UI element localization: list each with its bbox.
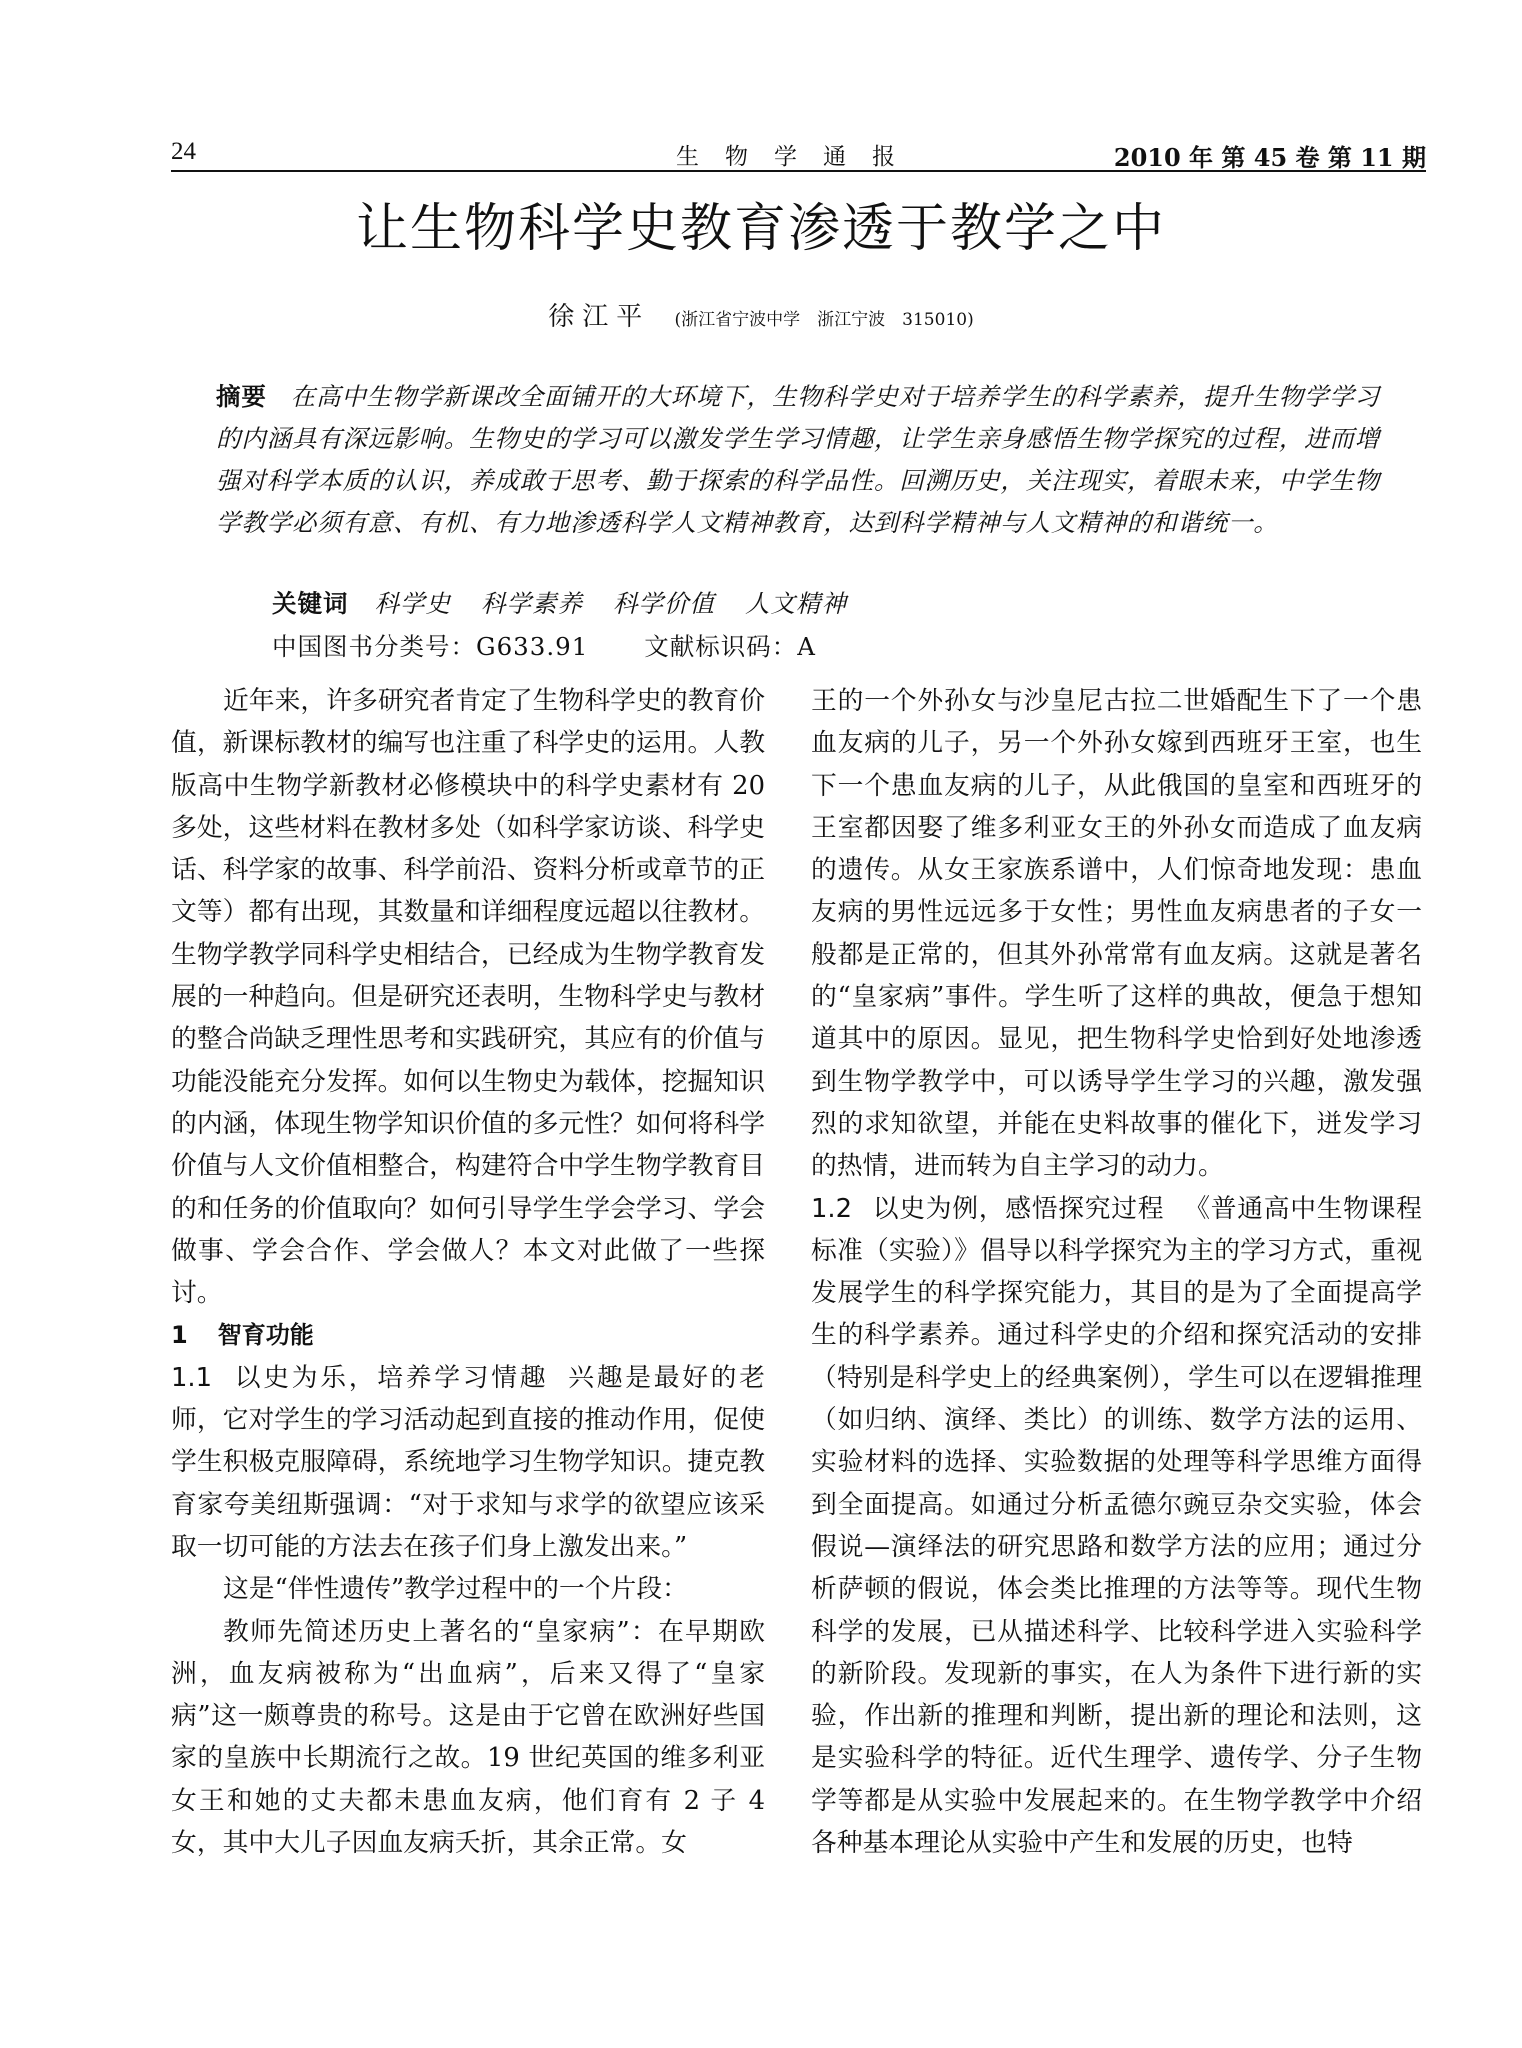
document-code: 文献标识码：A [644, 632, 816, 661]
author-line [0, 296, 1522, 333]
subsection-paragraph [811, 1188, 1422, 1865]
keywords-label: 关键词 [272, 589, 349, 618]
page-number: 24 [171, 138, 196, 165]
intro-paragraph: 近年来，许多研究者肯定了生物科学史的教育价值，新课标教材的编写也注重了科学史的运用。人教版高中生物学新教材必修模块中的科学史素材有 20 多处，这些材料在教材多处（如科学家访谈、科学史话、科学家的故事、科学前沿、资料分析或章节的正文等）都有出现，其数量和详细程度远超以往教材。生物学教学同科学史相结合，已经成为生物学教育发展的一种趋向。但是研究还表明，生物科学史与教材的整合尚缺乏理性思考和实践研究，其应有的价值与功能没能充分发挥。如何以生物史为载体，挖掘知识的内涵，体现生物学知识价值的多元性？如何将科学价值与人文价值相整合，构建符合中学生物学教育目的和任务的价值取向？如何引导学生学会学习、学会做事、学会合作、学会做人？本文对此做了一些探讨。 [171, 686, 765, 1309]
section-title: 智育功能 [217, 1321, 314, 1350]
body-paragraph: 这是“伴性遗传”教学过程中的一个片段： [223, 1574, 688, 1605]
author-affiliation: (浙江省宁波中学 浙江宁波 315010) [674, 310, 974, 330]
body-paragraph: 王的一个外孙女与沙皇尼古拉二世婚配生下了一个患血友病的儿子，另一个外孙女嫁到西班牙王室，也生下一个患血友病的儿子，从此俄国的皇室和西班牙的王室都因娶了维多利亚女王的外孙女而造成了血友病的遗传。从女王家族系谱中，人们惊奇地发现：患血友病的男性远远多于女性；男性血友病患者的子女一般都是正常的，但其外孙常常有血友病。这就是著名的“皇家病”事件。学生听了这样的典故，便急于想知道其中的原因。显见，把生物科学史恰到好处地渗透到生物学教学中，可以诱导学生学习的兴趣，激发强烈的求知欲望，并能在史料故事的催化下，迸发学习的热情，进而转为自主学习的动力。 [811, 686, 1422, 1182]
abstract-text: 在高中生物学新课改全面铺开的大环境下，生物科学史对于培养学生的科学素养，提升生物学学习的内涵具有深远影响。生物史的学习可以激发学生学习情趣，让学生亲身感悟生物学探究的过程，进而增强对科学本质的认识，养成敢于思考、勤于探索的科学品性。回溯历史，关注现实，着眼未来，中学生物学教学必须有意、有机、有力地渗透科学人文精神教育，达到科学精神与人文精神的和谐统一。 [216, 382, 1380, 537]
subsection-paragraph [171, 1357, 765, 1568]
body-paragraph: 教师先简述历史上著名的“皇家病”：在早期欧洲，血友病被称为“出血病”，后来又得了“皇家病”这一颇尊贵的称号。这是由于它曾在欧洲好些国家的皇族中长期流行之故。19 世纪英国的维多利亚女王和她的丈夫都未患血友病，他们育有 2 子 4 女，其中大儿子因血友病夭折，其余正常。女 [171, 1616, 765, 1859]
journal-name: 生物学通报 [676, 144, 921, 170]
keyword: 科学素养 [481, 589, 583, 618]
subsection-number: 1.2 [811, 1193, 853, 1224]
clc-number: 中国图书分类号：G633.91 [272, 632, 589, 661]
article-title: 让生物科学史教育渗透于教学之中 [355, 199, 1166, 259]
subsection-title: 以史为乐，培养学习情趣 [232, 1362, 549, 1393]
abstract-label: 摘要 [216, 382, 267, 411]
issue-info: 2010 年 第 45 卷 第 11 期 [1113, 143, 1426, 172]
right-column [811, 680, 1422, 1864]
subsection-text: 《普通高中生物课程标准（实验）》倡导以科学探究为主的学习方式，重视发展学生的科学探究能力，其目的是为了全面提高学生的科学素养。通过科学史的介绍和探究活动的安排（特别是科学史上的经典案例），学生可以在逻辑推理（如归纳、演绎、类比）的训练、数学方法的运用、实验材料的选择、实验数据的处理等科学思维方面得到全面提高。如通过分析孟德尔豌豆杂交实验，体会假说—演绎法的研究思路和数学方法的应用；通过分析萨顿的假说，体会类比推理的方法等等。现代生物科学的发展，已从描述科学、比较科学进入实验科学的新阶段。发现新的事实，在人为条件下进行新的实验，作出新的推理和判断，提出新的理论和法则，这是实验科学的特征。近代生理学、遗传学、分子生物学等都是从实验中发展起来的。在生物学教学中介绍各种基本理论从实验中产生和发展的历史，也特 [811, 1193, 1422, 1859]
left-column [171, 680, 765, 1864]
running-header [171, 136, 1426, 172]
subsection-text: 兴趣是最好的老师，它对学生的学习活动起到直接的推动作用，促使学生积极克服障碍，系统地学习生物学知识。捷克教育家夸美纽斯强调：“对于求知与求学的欲望应该采取一切可能的方法去在孩子们身上激发出来。” [171, 1362, 765, 1562]
keyword: 人文精神 [745, 589, 847, 618]
subsection-title: 以史为例，感悟探究过程 [872, 1193, 1165, 1224]
keyword: 科学价值 [613, 589, 715, 618]
section-number: 1 [171, 1321, 188, 1350]
author-name: 徐江平 [548, 302, 651, 332]
subsection-number: 1.1 [171, 1362, 213, 1393]
classification-line [272, 628, 816, 663]
section-heading [171, 1314, 765, 1356]
abstract [216, 376, 1380, 544]
keywords-line [272, 585, 877, 620]
keyword: 科学史 [374, 589, 451, 618]
